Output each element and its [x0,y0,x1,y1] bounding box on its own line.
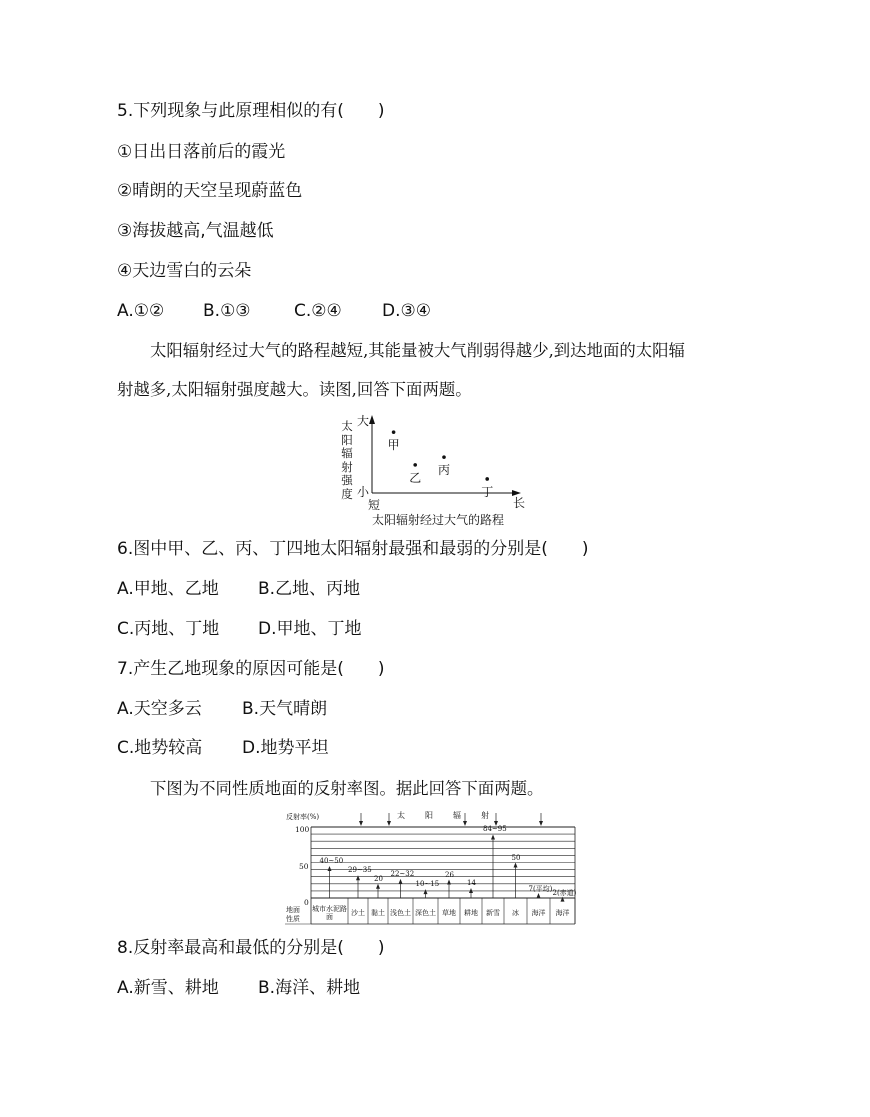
surface-label: 草地 [442,909,456,917]
intro1-line2: 射越多,太阳辐射强度越大。读图,回答下面两题。 [117,380,472,399]
q5-item-2: ②晴朗的天空呈现蔚蓝色 [117,181,303,201]
surface-label: 浅色土 [390,909,411,917]
point-marker-4 [485,477,489,481]
albedo-value-label: 2(赤道) [552,888,577,897]
albedo-value-label: 10~15 [415,880,440,889]
albedo-bar-arrowhead [376,884,380,889]
point-label-1: 甲 [387,438,400,453]
q7-option-d: D.地势平坦 [242,738,329,758]
point-marker-1 [392,430,396,434]
surface-label: 海洋 [555,909,570,917]
q5-item-1: ①日出日落前后的霞光 [117,142,286,162]
surface-label: 耕地 [464,909,478,917]
surface-label: 冰 [512,909,519,917]
q5-item-3: ③海拔越高,气温越低 [117,221,274,241]
sun-ray-arrowhead [387,821,391,826]
albedo-value-label: 14 [467,879,476,888]
q6-stem: 6.图中甲、乙、丙、丁四地太阳辐射最强和最弱的分别是( ) [117,539,589,559]
surface-label: 黏土 [371,909,385,917]
albedo-value-label: 50 [511,853,521,862]
q8-option-b: B.海洋、耕地 [258,978,361,998]
y-axis-title: 太 阳 辐 射 强 度 [341,419,353,501]
point-label-3: 丙 [438,463,451,478]
albedo-bar-arrowhead [447,880,451,885]
albedo-bar-arrowhead [424,889,428,894]
q7-option-c: C.地势较高 [117,738,203,758]
intro1-line1: 太阳辐射经过大气的路程越短,其能量被大气削弱得越少,到达地面的太阳辐 [150,341,685,360]
albedo-value-label: 84~95 [483,825,507,834]
albedo-value-label: 26 [445,870,454,879]
surface-row-title: 地面 性质 [286,906,300,923]
surface-label: 海洋 [531,909,546,917]
point-marker-3 [442,455,446,459]
point-marker-2 [413,463,417,467]
albedo-value-label: 40~50 [319,857,344,866]
q5-item-4: ④天边雪白的云朵 [117,261,252,281]
q5-option-d: D.③④ [382,301,431,321]
surface-label: 深色土 [415,909,436,917]
q5-option-a: A.①② [117,301,165,321]
q8-stem: 8.反射率最高和最低的分别是( ) [117,938,385,958]
sun-ray-arrowhead [463,821,467,826]
albedo-y-tick-50: 50 [299,862,309,871]
point-label-2: 乙 [409,470,422,485]
albedo-y-title: 反射率(%) [286,813,320,821]
albedo-bar-arrowhead [469,888,473,893]
sun-ray-arrowhead [539,821,543,826]
albedo-bar-arrowhead [328,866,332,871]
radiation-path-figure [336,410,532,530]
surface-label: 新雪 [486,909,500,917]
q5-option-c: C.②④ [294,301,342,321]
albedo-value-label: 20 [374,874,383,883]
point-label-4: 丁 [481,484,494,499]
sun-label-1: 太 [397,811,405,820]
albedo-figure [285,807,577,927]
y-axis-bottom-label: 小 [357,485,370,499]
sun-label-2: 阳 [425,811,433,820]
q7-option-b: B.天气晴朗 [242,699,328,719]
surface-label: 沙土 [351,909,365,917]
y-axis-arrow [369,415,375,424]
sun-label-3: 辐 [453,811,461,820]
albedo-y-tick-100: 100 [295,825,310,834]
sun-label-4: 射 [481,811,489,820]
q6-option-b: B.乙地、丙地 [258,579,361,599]
x-axis-left-label: 短 [368,498,381,512]
albedo-value-label: 29~35 [348,866,372,875]
albedo-bar-arrowhead [356,875,360,880]
q7-option-a: A.天空多云 [117,699,202,719]
q7-stem: 7.产生乙地现象的原因可能是( ) [117,659,385,679]
q6-option-a: A.甲地、乙地 [117,579,219,599]
q5-stem: 5.下列现象与此原理相似的有( ) [117,101,385,121]
q8-option-a: A.新雪、耕地 [117,978,219,998]
albedo-bar-arrowhead [491,834,495,839]
albedo-bar-arrowhead [399,879,403,884]
y-axis-top-label: 大 [357,414,370,428]
albedo-y-tick-0: 0 [304,898,309,907]
x-axis-caption: 太阳辐射经过大气的路程 [372,513,505,527]
q6-option-d: D.甲地、丁地 [258,619,362,639]
q6-option-c: C.丙地、丁地 [117,619,220,639]
albedo-bar-arrowhead [514,863,518,868]
intro2-text: 下图为不同性质地面的反射率图。据此回答下面两题。 [150,779,544,798]
x-axis-right-label: 长 [513,496,526,510]
sun-ray-arrowhead [359,821,363,826]
albedo-value-label: 22~32 [390,869,415,878]
albedo-value-label: 7(平均) [528,885,553,894]
surface-label: 城市水泥路面 [312,905,347,921]
q5-option-b: B.①③ [203,301,251,321]
